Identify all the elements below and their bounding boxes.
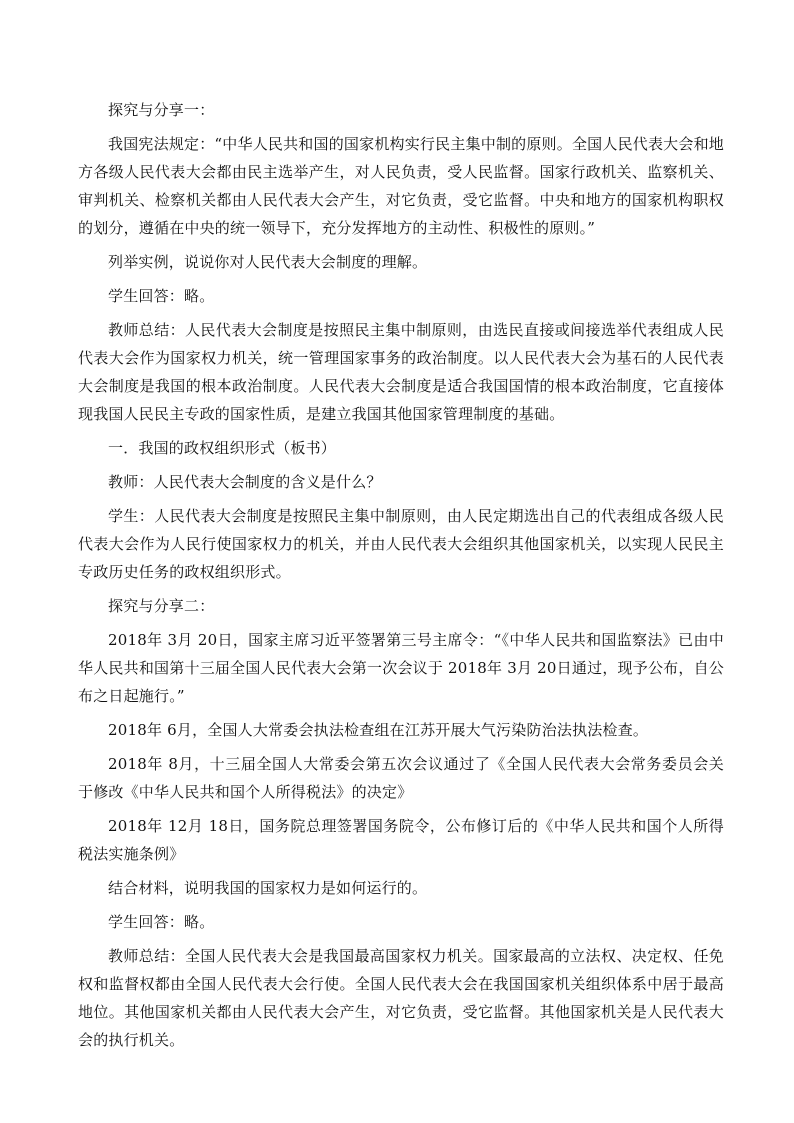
question-prompt: 列举实例，说说你对人民代表大会制度的理解。 <box>108 253 428 271</box>
material-paragraph-2: 2018年 6月，全国人大常委会执法检查组在江苏开展大气污染防治法执法检查。 <box>108 721 649 739</box>
constitution-quote-paragraph: 我国宪法规定：“中华人民共和国的国家机构实行民主集中制的原则。全国人民代表大会和地方各级人民代表大会都由民主选举产生，对人民负责，受人民监督。国家行政机关、监察机关、审判机关、检察机关都由人民代表大会产生，对它负责，受它监督。中央和地方的国家机构职权的划分，遵循在中央的统一领导下，充分发挥地方的主动性、积极性的原则。” <box>78 135 724 237</box>
teacher-question: 教师：人民代表大会制度的含义是什么？ <box>108 473 382 491</box>
teacher-summary-paragraph-2: 教师总结：全国人民代表大会是我国最高国家权力机关。国家最高的立法权、决定权、任免权和监督权都由全国人民代表大会行使。全国人民代表大会在我国国家机关组织体系中居于最高地位。其他国家机关都由人民代表大会产生，对它负责，受它监督。其他国家机关是人民代表大会的执行机关。 <box>78 947 724 1049</box>
analysis-prompt: 结合材料，说明我国的国家权力是如何运行的。 <box>108 879 428 897</box>
heading-explore-share-one: 探究与分享一： <box>108 101 215 119</box>
student-answer-2: 学生回答：略。 <box>108 913 215 931</box>
document-body <box>78 96 724 1060</box>
heading-explore-share-two: 探究与分享二： <box>108 597 215 615</box>
material-paragraph-3: 2018年 8月，十三届全国人大常委会第五次会议通过了《全国人民代表大会常务委员会关于修改《中华人民共和国个人所得税法》的决定》 <box>78 755 724 801</box>
student-answer: 学生回答：略。 <box>108 287 215 305</box>
material-paragraph-4: 2018年 12月 18日，国务院总理签署国务院令，公布修订后的《中华人民共和国个人所得税法实施条例》 <box>78 817 724 863</box>
section-heading: 一．我国的政权组织形式（板书） <box>108 439 337 457</box>
student-definition-paragraph: 学生：人民代表大会制度是按照民主集中制原则，由人民定期选出自己的代表组成各级人民代表大会作为人民行使国家权力的机关，并由人民代表大会组织其他国家机关，以实现人民民主专政历史任务的政权组织形式。 <box>78 507 724 581</box>
teacher-summary-paragraph: 教师总结：人民代表大会制度是按照民主集中制原则，由选民直接或间接选举代表组成人民代表大会作为国家权力机关，统一管理国家事务的政治制度。以人民代表大会为基石的人民代表大会制度是我国的根本政治制度。人民代表大会制度是适合我国国情的根本政治制度，它直接体现我国人民民主专政的国家性质，是建立我国其他国家管理制度的基础。 <box>78 321 724 423</box>
material-paragraph-1: 2018年 3月 20日，国家主席习近平签署第三号主席令：“《中华人民共和国监察法》已由中华人民共和国第十三届全国人民代表大会第一次会议于 2018年 3月 20日通过，现予公布，自公布之日起施行。” <box>78 631 724 705</box>
